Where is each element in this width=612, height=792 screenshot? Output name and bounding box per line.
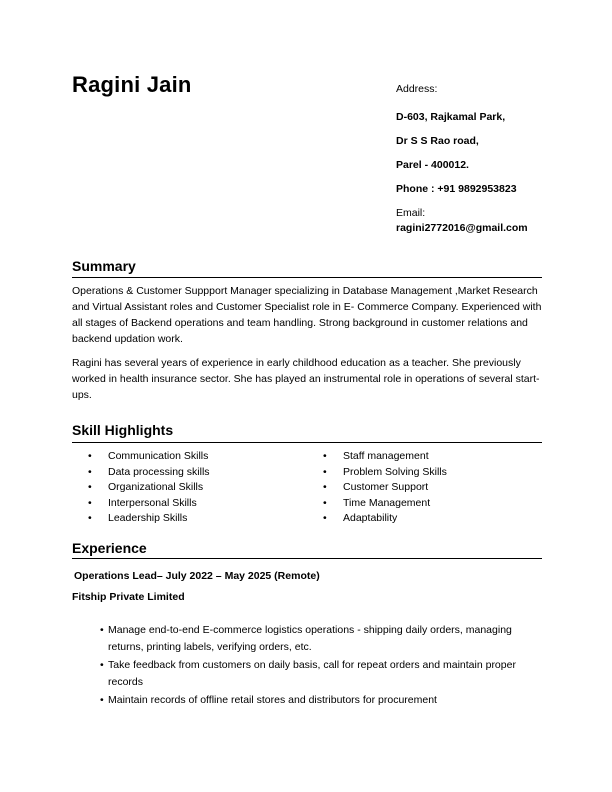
- skill-item: • Adaptability: [323, 511, 447, 527]
- skill-item: • Data processing skills: [88, 465, 210, 481]
- email-label: Email:: [396, 207, 426, 219]
- candidate-name: Ragini Jain: [72, 72, 192, 97]
- skill-item: • Problem Solving Skills: [323, 465, 447, 481]
- duties-list: [100, 622, 550, 710]
- address-label: Address:: [396, 83, 438, 95]
- experience-divider: [72, 558, 542, 559]
- address-line-1: D-603, Rajkamal Park,: [396, 111, 506, 123]
- skills-list-left: [88, 449, 210, 527]
- skills-divider: [72, 442, 542, 443]
- duty-item: • Maintain records of offline retail stores and distributors for procurement: [100, 692, 550, 709]
- skill-item: • Leadership Skills: [88, 511, 210, 527]
- skill-item: • Customer Support: [323, 480, 447, 496]
- job-title: Operations Lead– July 2022 – May 2025 (Remote): [74, 570, 320, 582]
- duty-item: • Manage end-to-end E-commerce logistics operations - shipping daily orders, managing returns, printing labels, verifying orders, etc.: [100, 622, 550, 656]
- skill-item: • Communication Skills: [88, 449, 210, 465]
- skill-item: • Staff management: [323, 449, 447, 465]
- address-line-3: Parel - 400012.: [396, 159, 469, 171]
- duty-item: • Take feedback from customers on daily basis, call for repeat orders and maintain proper records: [100, 657, 550, 691]
- summary-heading: Summary: [72, 258, 136, 274]
- summary-paragraph-1: Operations & Customer Suppport Manager specializing in Database Management ,Market Research and Virtual Assistant roles and Customer Specialist role in E- Commerce Company. Experienced with all stages of Backend operations and team handling. Strong background in customer relations and backend updation work.: [72, 285, 542, 345]
- email-address: ragini2772016@gmail.com: [396, 222, 528, 234]
- skills-list-right: [323, 449, 447, 527]
- skill-item: • Organizational Skills: [88, 480, 210, 496]
- skill-item: • Time Management: [323, 496, 447, 512]
- phone-number: Phone : +91 9892953823: [396, 183, 517, 195]
- company-name: Fitship Private Limited: [72, 591, 185, 603]
- skills-heading: Skill Highlights: [72, 422, 174, 438]
- skill-item: • Interpersonal Skills: [88, 496, 210, 512]
- experience-heading: Experience: [72, 540, 147, 556]
- summary-divider: [72, 277, 542, 278]
- address-line-2: Dr S S Rao road,: [396, 135, 479, 147]
- summary-paragraph-2: Ragini has several years of experience in early childhood education as a teacher. She previously worked in health insurance sector. She has played an instrumental role in operations of several start-ups.: [72, 357, 540, 401]
